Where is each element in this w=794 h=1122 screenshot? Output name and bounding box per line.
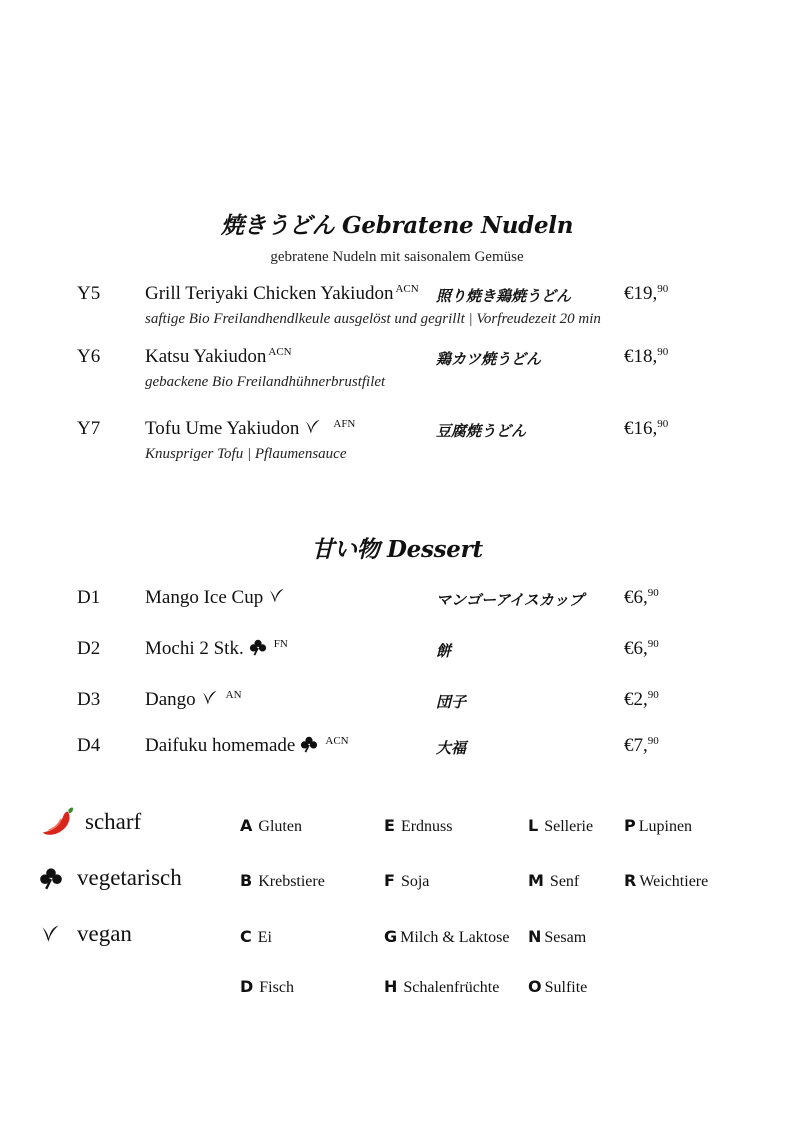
allergen-entry xyxy=(528,816,593,836)
allergen-letter: R xyxy=(624,871,637,890)
item-name xyxy=(145,638,288,660)
vegan-leaf-icon xyxy=(267,587,287,605)
price-cents: 90 xyxy=(657,346,669,358)
item-price xyxy=(624,418,668,440)
item-name-text: Mochi 2 Stk. xyxy=(145,638,244,659)
allergen-letter: O xyxy=(528,977,542,996)
allergen-label: Senf xyxy=(549,873,580,890)
allergen-label: Schalenfrüchte xyxy=(403,979,500,996)
item-code: Y7 xyxy=(77,418,101,439)
price-main: €6, xyxy=(624,638,648,659)
price-main: €18, xyxy=(624,346,658,367)
item-japanese-name: 鶏カツ焼うどん xyxy=(436,350,542,368)
allergen-codes: ACN xyxy=(395,283,419,295)
item-japanese-name: 照り焼き鶏焼うどん xyxy=(436,287,572,305)
allergen-letter: N xyxy=(528,927,542,946)
item-name-text: Katsu Yakiudon xyxy=(145,346,267,367)
allergen-codes: ACN xyxy=(325,735,349,747)
section-title-dessert: 甘い物 Dessert xyxy=(311,536,483,563)
chili-pepper-icon xyxy=(40,802,78,840)
item-description: Knuspriger Tofu | Pflaumensauce xyxy=(145,446,347,462)
item-name xyxy=(145,346,292,368)
legend-label-scharf: scharf xyxy=(85,809,142,834)
allergen-entry xyxy=(384,927,509,947)
price-cents: 90 xyxy=(647,587,659,599)
allergen-label: Ei xyxy=(257,929,272,946)
allergen-entry xyxy=(528,871,579,891)
price-main: €7, xyxy=(624,735,648,756)
allergen-letter: F xyxy=(384,871,395,890)
price-cents: 90 xyxy=(647,689,659,701)
allergen-entry xyxy=(384,977,499,997)
allergen-letter: B xyxy=(240,871,253,890)
item-code: Y5 xyxy=(77,283,101,304)
allergen-codes: AN xyxy=(225,689,242,701)
allergen-letter: G xyxy=(384,927,398,946)
item-japanese-name: 餅 xyxy=(436,642,452,660)
item-price xyxy=(624,638,659,660)
item-price xyxy=(624,689,659,711)
legend-label-vegetarisch: vegetarisch xyxy=(77,865,182,890)
allergen-letter: M xyxy=(528,871,544,890)
item-price xyxy=(624,346,668,368)
item-code: D3 xyxy=(77,689,101,710)
section-title-yakiudon: 焼きうどん Gebratene Nudeln xyxy=(220,212,574,239)
legend-label-vegan: vegan xyxy=(77,921,132,946)
allergen-letter: D xyxy=(240,977,254,996)
allergen-label: Milch & Laktose xyxy=(400,929,510,946)
item-name xyxy=(145,735,349,757)
allergen-label: Erdnuss xyxy=(400,818,453,835)
allergen-entry xyxy=(528,927,586,947)
allergen-label: Fisch xyxy=(259,979,294,996)
allergen-entry xyxy=(240,927,272,947)
section-subtitle-yakiudon: gebratene Nudeln mit saisonalem Gemüse xyxy=(270,249,524,265)
vegetarian-clover-icon xyxy=(39,866,63,890)
allergen-label: Krebstiere xyxy=(258,873,325,890)
price-main: €19, xyxy=(624,283,658,304)
vegan-leaf-icon xyxy=(40,923,62,945)
price-cents: 90 xyxy=(657,418,669,430)
item-name xyxy=(145,689,242,711)
allergen-letter: H xyxy=(384,977,398,996)
item-name xyxy=(145,418,355,440)
item-name-text: Daifuku homemade xyxy=(145,735,296,756)
item-price xyxy=(624,587,659,609)
allergen-letter: E xyxy=(384,816,395,835)
price-main: €2, xyxy=(624,689,648,710)
item-price xyxy=(624,283,668,305)
item-japanese-name: 大福 xyxy=(436,739,467,757)
item-name-text: Dango xyxy=(145,689,196,710)
allergen-label: Sellerie xyxy=(544,818,594,835)
item-description: saftige Bio Freilandhendlkeule ausgelöst und gegrillt | Vorfreudezeit 20 min xyxy=(145,311,601,327)
item-name-text: Tofu Ume Yakiudon xyxy=(145,418,300,439)
item-code: D1 xyxy=(77,587,101,608)
allergen-entry xyxy=(384,871,429,891)
allergen-codes: AFN xyxy=(333,418,356,430)
item-name-text: Mango Ice Cup xyxy=(145,587,264,608)
item-name-text: Grill Teriyaki Chicken Yakiudon xyxy=(145,283,394,304)
vegan-leaf-icon xyxy=(303,418,323,436)
price-main: €16, xyxy=(624,418,658,439)
vegetarian-clover-icon xyxy=(299,735,319,753)
vegetarian-clover-icon xyxy=(248,638,268,656)
allergen-codes: FN xyxy=(273,638,288,650)
price-cents: 90 xyxy=(647,638,659,650)
price-cents: 90 xyxy=(647,735,659,747)
allergen-codes: ACN xyxy=(268,346,292,358)
item-description: gebackene Bio Freilandhühnerbrustfilet xyxy=(145,374,386,390)
allergen-letter: L xyxy=(528,816,539,835)
allergen-entry xyxy=(624,816,692,836)
price-cents: 90 xyxy=(657,283,669,295)
item-code: D4 xyxy=(77,735,101,756)
item-price xyxy=(624,735,659,757)
item-japanese-name: 団子 xyxy=(436,693,467,711)
item-japanese-name: 豆腐焼うどん xyxy=(436,422,527,440)
allergen-label: Sesam xyxy=(544,929,587,946)
item-code: Y6 xyxy=(77,346,101,367)
allergen-label: Gluten xyxy=(258,818,302,835)
item-name xyxy=(145,587,287,609)
allergen-label: Sulfite xyxy=(544,979,588,996)
allergen-entry xyxy=(624,871,708,891)
item-code: D2 xyxy=(77,638,101,659)
allergen-label: Soja xyxy=(400,873,430,890)
allergen-letter: P xyxy=(624,816,636,835)
item-name xyxy=(145,283,419,305)
allergen-letter: A xyxy=(240,816,253,835)
allergen-entry xyxy=(240,871,325,891)
item-japanese-name: マンゴーアイスカップ xyxy=(436,591,584,609)
price-main: €6, xyxy=(624,587,648,608)
allergen-entry xyxy=(528,977,587,997)
allergen-entry xyxy=(240,977,294,997)
allergen-label: Weichtiere xyxy=(639,873,709,890)
allergen-letter: C xyxy=(240,927,252,946)
allergen-entry xyxy=(240,816,302,836)
vegan-leaf-icon xyxy=(200,689,220,707)
allergen-label: Lupinen xyxy=(638,818,693,835)
allergen-entry xyxy=(384,816,453,836)
